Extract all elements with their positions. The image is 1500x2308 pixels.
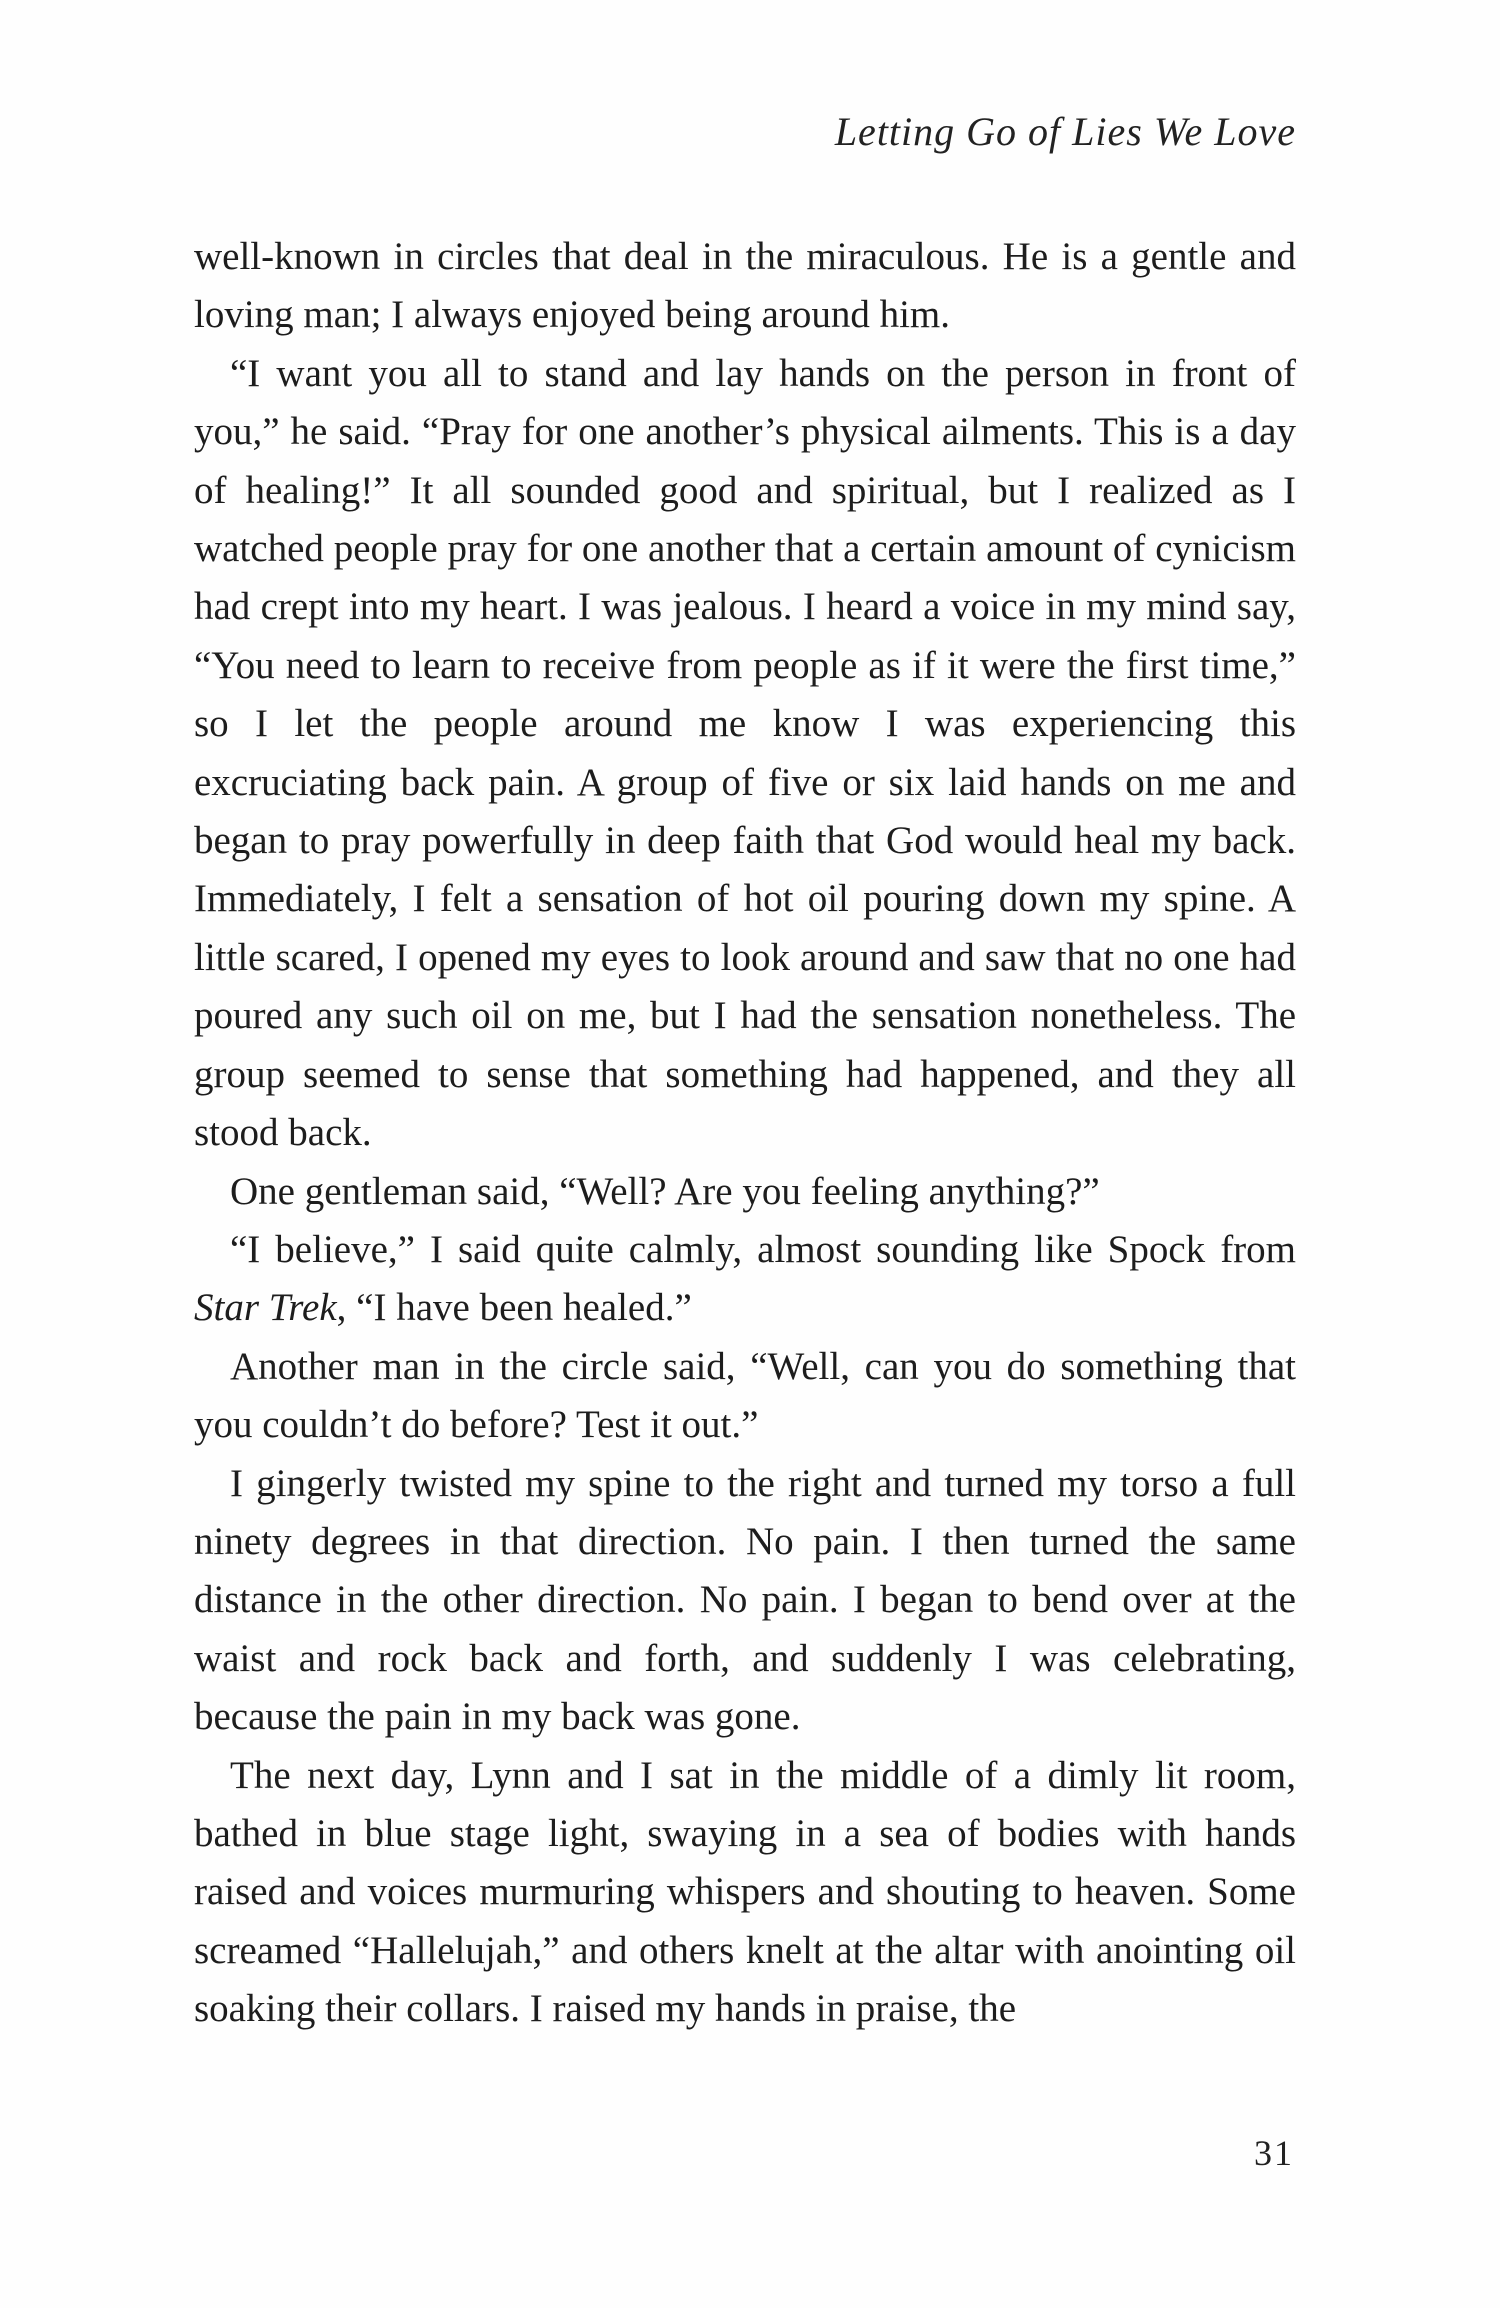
- paragraph: The next day, Lynn and I sat in the middle of a dimly lit room, bathed in blue stage light, swaying in a sea of bodies with hands raised and voices murmuring whispers and shouting to heaven. Some screamed “Hallelujah,” and others knelt at the altar with anointing oil soaking their collars. I raised my hands in praise, the: [194, 1753, 1296, 2031]
- paragraph: “I want you all to stand and lay hands on the person in front of you,” he said. “Pray for one another’s physical ailments. This is a day of healing!” It all sounded good and spiritual, but I realized as I watched people pray for one another that a certain amount of cynicism had crept into my heart. I was jealous. I heard a voice in my mind say, “You need to learn to receive from people as if it were the first time,” so I let the people around me know I was experiencing this excruciating back pain. A group of five or six laid hands on me and began to pray powerfully in deep faith that God would heal my back. Immediately, I felt a sensation of hot oil pouring down my spine. A little scared, I opened my eyes to look around and saw that no one had poured any such oil on me, but I had the sensation nonetheless. The group seemed to sense that something had happened, and they all stood back.: [194, 351, 1296, 1155]
- running-head: Letting Go of Lies We Love: [834, 109, 1296, 154]
- paragraph: One gentleman said, “Well? Are you feeling anything?”: [230, 1169, 1100, 1213]
- paragraph: Another man in the circle said, “Well, can you do something that you couldn’t do before? Test it out.”: [194, 1344, 1296, 1447]
- paragraph: I gingerly twisted my spine to the right and turned my torso a full ninety degrees in that direction. No pain. I then turned the same distance in the other direction. No pain. I began to bend over at the waist and rock back and forth, and suddenly I was celebrating, because the pain in my back was gone.: [194, 1461, 1296, 1739]
- title-italic: Star Trek: [194, 1286, 337, 1330]
- page-number: 31: [1254, 2133, 1294, 2173]
- body-text: [194, 228, 1296, 2039]
- paragraph: “I believe,” I said quite calmly, almost sounding like Spock from Star Trek, “I have been healed.”: [194, 1227, 1296, 1330]
- paragraph: well-known in circles that deal in the miraculous. He is a gentle and loving man; I always enjoyed being around him.: [194, 235, 1296, 337]
